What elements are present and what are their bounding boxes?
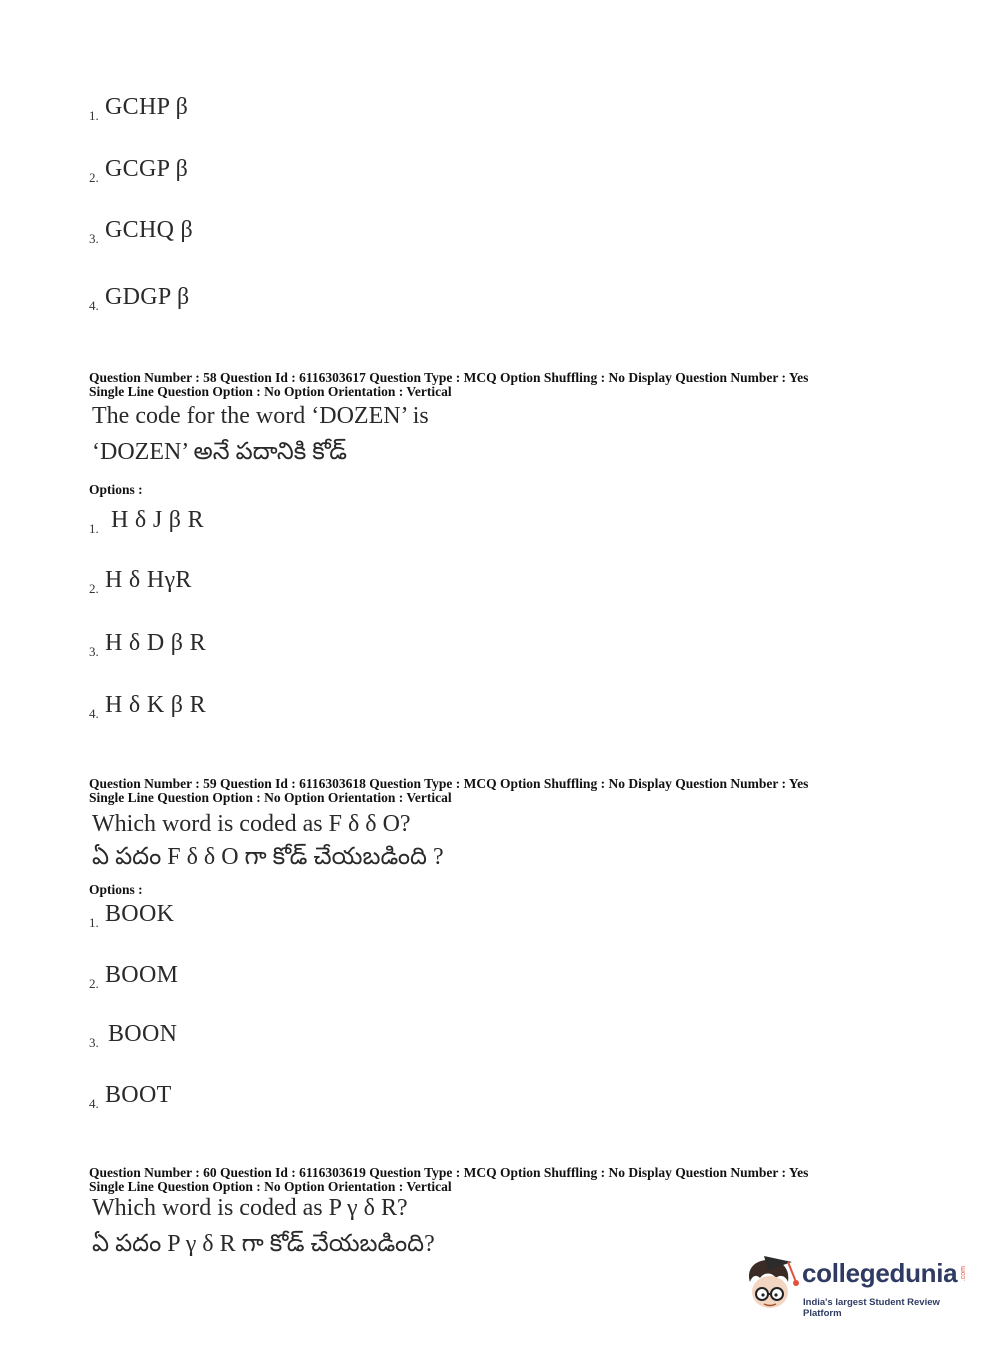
collegedunia-logo[interactable]	[742, 1252, 972, 1319]
option-text: GCHQ β	[105, 217, 194, 243]
q58-options-label: Options :	[89, 482, 143, 497]
q59-option-1[interactable]	[89, 901, 174, 928]
q58-meta-line1: Question Number : 58 Question Id : 6116303617 Question Type : MCQ Option Shuffling : No Display Question Number : Yes	[89, 370, 809, 385]
q58-option-1[interactable]	[89, 507, 204, 534]
q60-text-te: ఏ పదం P γ δ R గా కోడ్ చేయబడింది?	[92, 1231, 435, 1257]
option-number: 2.	[89, 581, 99, 596]
q58-option-2[interactable]	[89, 567, 192, 594]
q59-options-label: Options :	[89, 882, 143, 897]
q59-text-en: Which word is coded as F δ δ O?	[92, 811, 411, 837]
q59-meta-line1: Question Number : 59 Question Id : 6116303618 Question Type : MCQ Option Shuffling : No Display Question Number : Yes	[89, 776, 809, 791]
q58-meta	[89, 371, 808, 399]
q60-meta-line2: Single Line Question Option : No Option Orientation : Vertical	[89, 1179, 452, 1194]
option-text: BOOM	[105, 962, 179, 988]
q58-text-en: The code for the word ‘DOZEN’ is	[92, 403, 429, 429]
q59-option-3[interactable]	[89, 1021, 177, 1048]
option-text: H δ J β R	[111, 507, 204, 533]
q57-option-3[interactable]	[89, 217, 193, 244]
q58-text-te: ‘DOZEN’ అనే పదానికి కోడ్	[92, 439, 347, 465]
q60-meta	[89, 1166, 808, 1194]
logo-dotcom-text: .com	[960, 1266, 967, 1282]
option-number: 2.	[89, 170, 99, 185]
option-text: BOOT	[105, 1082, 172, 1108]
option-text: BOOK	[105, 901, 175, 927]
option-text: GCGP β	[105, 156, 189, 182]
option-number: 4.	[89, 298, 99, 313]
option-number: 1.	[89, 915, 99, 930]
q59-option-4[interactable]	[89, 1082, 172, 1109]
logo-tagline: India's largest Student Review Platform	[803, 1297, 940, 1319]
q59-option-2[interactable]	[89, 962, 178, 989]
q60-text-en: Which word is coded as P γ δ R?	[92, 1195, 408, 1221]
option-text: GDGP β	[105, 284, 190, 310]
option-number: 2.	[89, 976, 99, 991]
option-number: 1.	[89, 521, 99, 536]
q57-option-2[interactable]	[89, 156, 188, 183]
q59-text-te: ఏ పదం F δ δ O గా కోడ్ చేయబడింది ?	[92, 844, 444, 870]
option-text: H δ HγR	[105, 567, 192, 593]
option-text: GCHP β	[105, 94, 189, 120]
option-number: 3.	[89, 231, 99, 246]
q58-option-3[interactable]	[89, 630, 206, 657]
option-text: H δ D β R	[105, 630, 206, 656]
q59-meta	[89, 777, 808, 805]
option-number: 3.	[89, 1035, 99, 1050]
student-mascot-icon	[742, 1252, 802, 1314]
option-text: BOON	[108, 1021, 178, 1047]
q57-option-4[interactable]	[89, 284, 189, 311]
q57-option-1[interactable]	[89, 94, 188, 121]
option-number: 4.	[89, 706, 99, 721]
option-number: 3.	[89, 644, 99, 659]
q59-meta-line2: Single Line Question Option : No Option Orientation : Vertical	[89, 790, 452, 805]
option-text: H δ K β R	[105, 692, 206, 718]
q60-meta-line1: Question Number : 60 Question Id : 6116303619 Question Type : MCQ Option Shuffling : No Display Question Number : Yes	[89, 1165, 809, 1180]
q58-option-4[interactable]	[89, 692, 206, 719]
logo-brand-text: collegedunia	[802, 1258, 958, 1288]
option-number: 1.	[89, 108, 99, 123]
q58-meta-line2: Single Line Question Option : No Option Orientation : Vertical	[89, 384, 452, 399]
option-number: 4.	[89, 1096, 99, 1111]
